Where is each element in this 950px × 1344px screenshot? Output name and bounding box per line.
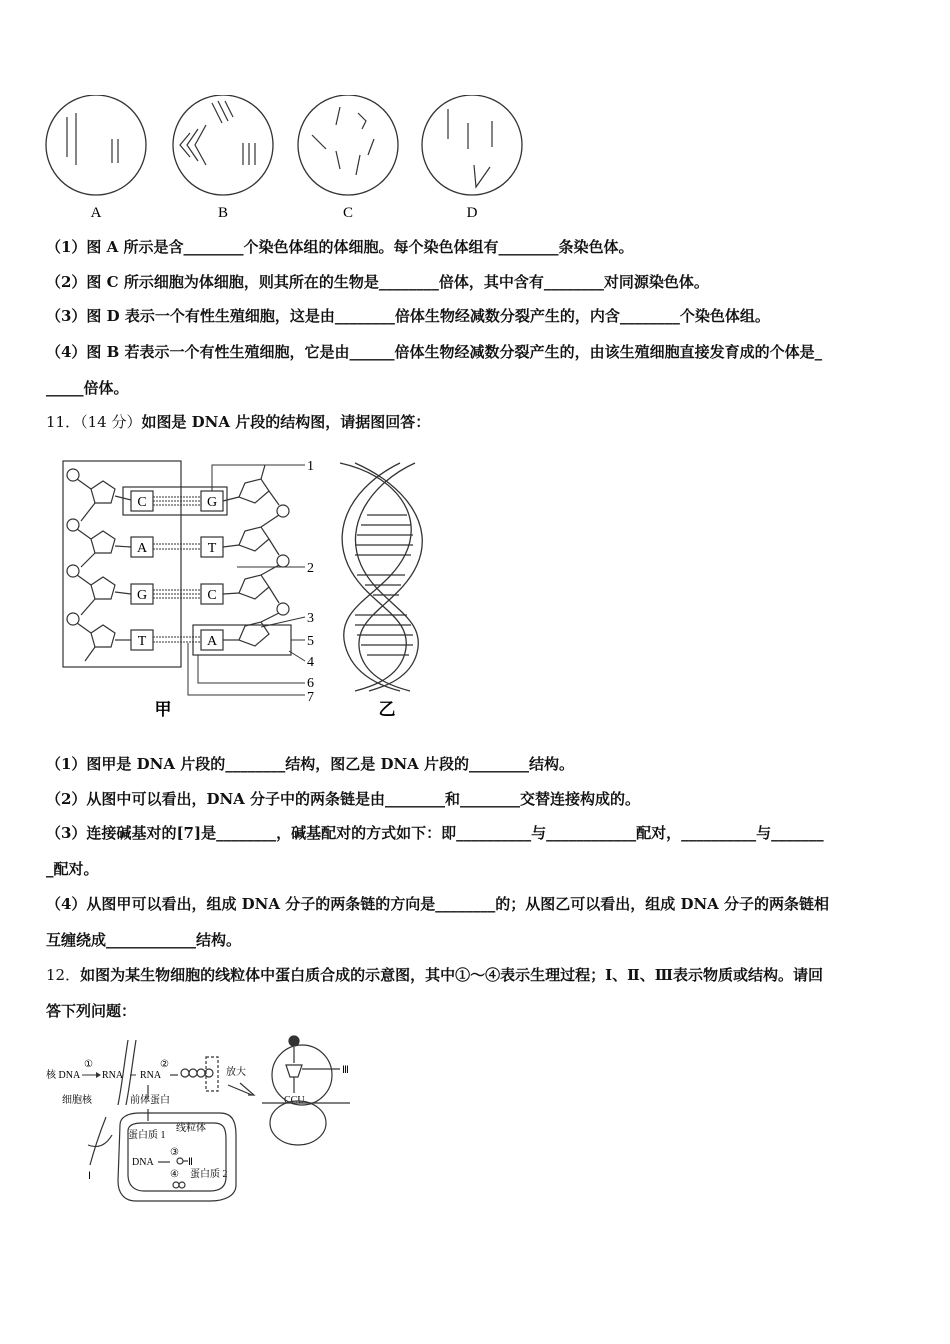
- q12-prompt: 如图为某生物细胞的线粒体中蛋白质合成的示意图，其中①～④表示生理过程；Ⅰ、Ⅱ、Ⅲ表示物质或结构。请回: [80, 966, 824, 984]
- q11-part3: （3）连接碱基对的[7]是________，碱基配对的方式如下：即__________与____________配对，__________与_______: [46, 824, 824, 842]
- double-helix: [340, 463, 422, 691]
- cell-b: [173, 95, 273, 221]
- q11-part4-cont: 互缠绕成____________结构。: [46, 931, 242, 949]
- cell-label-c: C: [342, 205, 354, 221]
- base-pair-1: [123, 487, 227, 515]
- dna-label: DNA: [132, 1157, 154, 1168]
- ii-label: Ⅱ: [188, 1157, 193, 1168]
- caption-jia: 甲: [154, 700, 172, 719]
- cell-label-b: B: [217, 205, 229, 221]
- base-pair-2: [131, 537, 223, 557]
- q11-part4: （4）从图甲可以看出，组成 DNA 分子的两条链的方向是________的；从图乙可以看出，组成 DNA 分子的两条链相: [46, 895, 830, 913]
- left-strand: [67, 469, 131, 661]
- left-base-1: C: [137, 495, 147, 510]
- right-base-4: A: [206, 634, 218, 649]
- q11-prompt: 如图是 DNA 片段的结构图，请据图回答：: [141, 413, 431, 431]
- base-pair-4: [131, 625, 291, 655]
- iii-label: Ⅲ: [342, 1065, 349, 1076]
- process-labels: [46, 1059, 349, 1182]
- label-5: 5: [307, 634, 314, 649]
- step-2-label: ②: [160, 1059, 169, 1070]
- q11-header: [46, 411, 430, 432]
- q11-part2: （2）从图中可以看出，DNA 分子中的两条链是由________和________交替连接构成的。: [46, 790, 641, 808]
- precursor-protein-label: 前体蛋白: [130, 1095, 170, 1106]
- mitochondria-label: 线粒体: [176, 1123, 206, 1134]
- caption-yi: 乙: [378, 700, 396, 719]
- q10-part1: （1）图 A 所示是含________个染色体组的体细胞。每个染色体组有________条染色体。: [46, 238, 634, 256]
- q10-part2: （2）图 C 所示细胞为体细胞，则其所在的生物是________倍体，其中含有________对同源染色体。: [46, 273, 709, 291]
- cell-c: [298, 95, 398, 221]
- cell-d: [422, 95, 522, 221]
- left-base-2: A: [136, 541, 148, 556]
- label-4: 4: [307, 655, 314, 670]
- nucleus-label: 细胞核: [62, 1095, 92, 1106]
- q12-number: 12．: [46, 966, 81, 984]
- right-base-2: T: [207, 541, 217, 556]
- protein-1-label: 蛋白质 1: [128, 1130, 166, 1141]
- left-base-3: G: [136, 588, 148, 603]
- cell-label-d: D: [466, 205, 478, 221]
- right-base-1: G: [206, 495, 218, 510]
- structure-number-labels: [307, 459, 314, 705]
- q11-part1: （1）图甲是 DNA 片段的________结构，图乙是 DNA 片段的________结构。: [46, 755, 575, 773]
- i-label: Ⅰ: [88, 1171, 91, 1182]
- protein-2-label: 蛋白质 2: [190, 1169, 228, 1180]
- q10-part3: （3）图 D 表示一个有性生殖细胞，这是由________倍体生物经减数分裂产生的，内含________个染色体组。: [46, 307, 770, 325]
- q11-part3-cont: _配对。: [46, 860, 99, 878]
- cell-a: [46, 95, 146, 221]
- cell-label-a: A: [90, 205, 102, 221]
- q10-part4: （4）图 B 若表示一个有性生殖细胞，它是由______倍体生物经减数分裂产生的，由该生殖细胞直接发育成的个体是_: [46, 343, 823, 361]
- q12-header-cont: 答下列问题：: [46, 1002, 137, 1020]
- label-3: 3: [307, 611, 314, 626]
- step-4-label: ④: [170, 1169, 179, 1180]
- step-3-label: ③: [170, 1147, 179, 1158]
- nucleus-dna-label: 核 DNA: [46, 1070, 81, 1081]
- left-base-4: T: [137, 634, 147, 649]
- label-2: 2: [307, 561, 314, 576]
- rna-2-label: RNA: [140, 1070, 162, 1081]
- dna-structure-figure: [55, 455, 475, 725]
- q10-part4-cont: _____倍体。: [46, 379, 129, 397]
- mitochondria-protein-synthesis-figure: [40, 1025, 370, 1210]
- chromosome-cells-figure: [40, 95, 540, 225]
- q11-number: 11．（14 分）: [46, 413, 142, 431]
- right-base-3: C: [207, 588, 217, 603]
- step-1-label: ①: [84, 1059, 93, 1070]
- enlarge-label: 放大: [226, 1067, 246, 1078]
- q12-header: [46, 964, 823, 985]
- label-7: 7: [307, 690, 314, 705]
- right-strand: [223, 465, 289, 646]
- label-6: 6: [307, 676, 314, 691]
- rna-1-label: RNA: [102, 1070, 124, 1081]
- codon-label: CCU: [284, 1095, 305, 1106]
- base-pair-3: [131, 584, 223, 604]
- label-1: 1: [307, 459, 314, 474]
